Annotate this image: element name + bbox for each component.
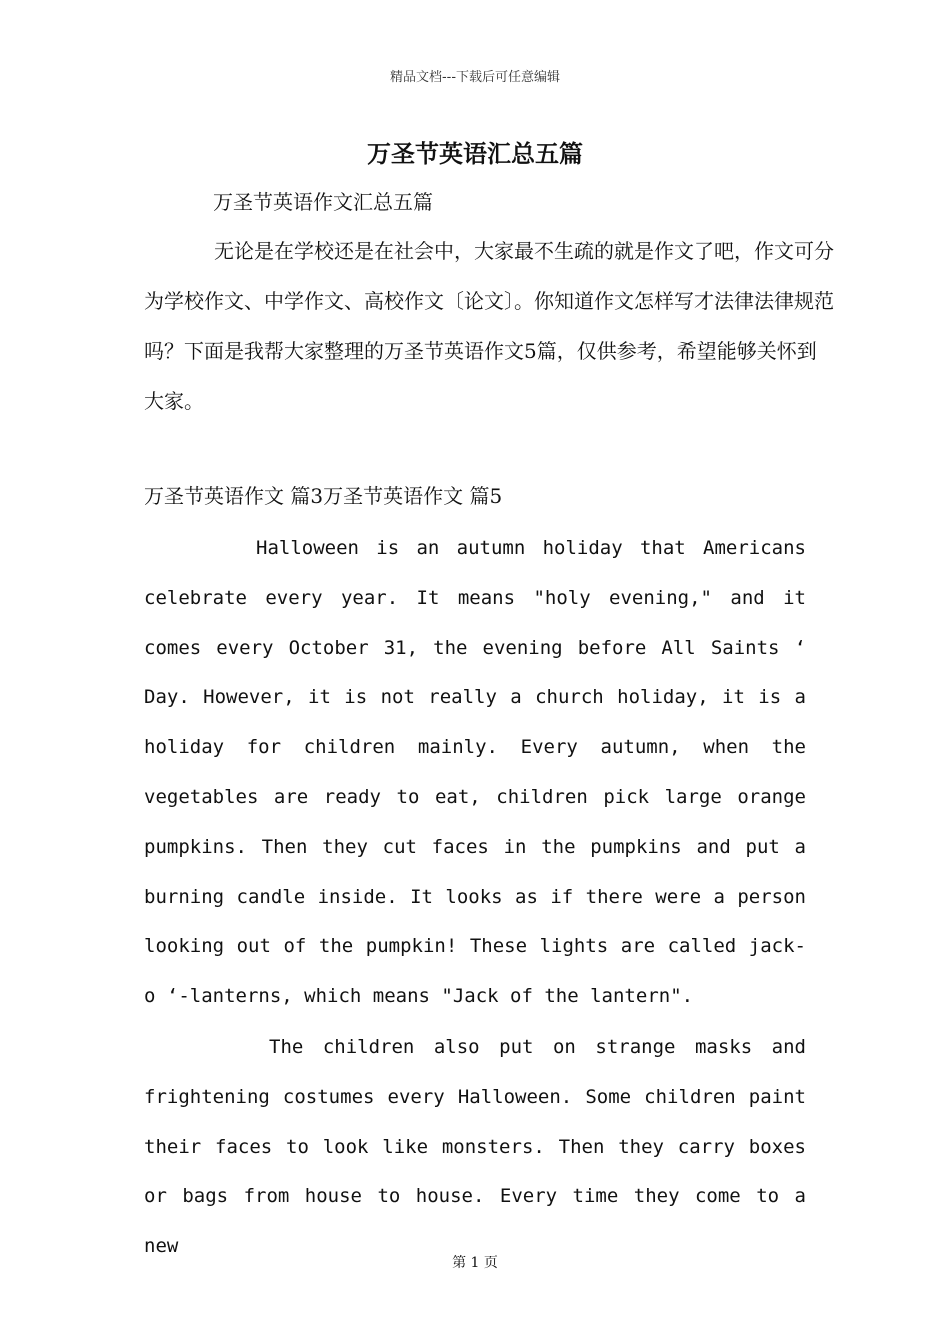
document-title: 万圣节英语汇总五篇 [367,139,583,168]
intro-paragraph: 无论是在学校还是在社会中，大家最不生疏的就是作文了吧，作文可分为学校作文、中学作文、高校作文〔论文〕。你知道作文怎样写才法律法律规范吗？下面是我帮大家整理的万圣节英语作文5篇，仅供参考，希望能够关怀到大家。 [144,239,834,413]
section-heading: 万圣节英语作文 篇3万圣节英语作文 篇5 [144,484,503,508]
page-header: 精品文档---下载后可任意编辑 [389,70,561,85]
page-number: 第 1 页 [452,1255,498,1271]
body-paragraph-1: Halloween is an autumn holiday that Americans celebrate every year. It means "holy evening," and it comes every October 31, the evening before All Saints ‘ Day. However, it is not really a church holiday, it is a holiday for children mainly. Every autumn, when the vegetables are ready to eat, children pick large orange pumpkins. Then they cut faces in the pumpkins and put a burning candle inside. It looks as if there were a person looking out of the pumpkin! These lights are called jack-o ‘-lanterns, which means "Jack of the lantern". [144,537,806,1008]
body-paragraph-2: The children also put on strange masks and frightening costumes every Halloween. Some children paint their faces to look like monsters. Then they carry boxes or bags from house to house. Every time they come to a new [144,1036,806,1258]
document-subtitle: 万圣节英语作文汇总五篇 [213,190,433,214]
